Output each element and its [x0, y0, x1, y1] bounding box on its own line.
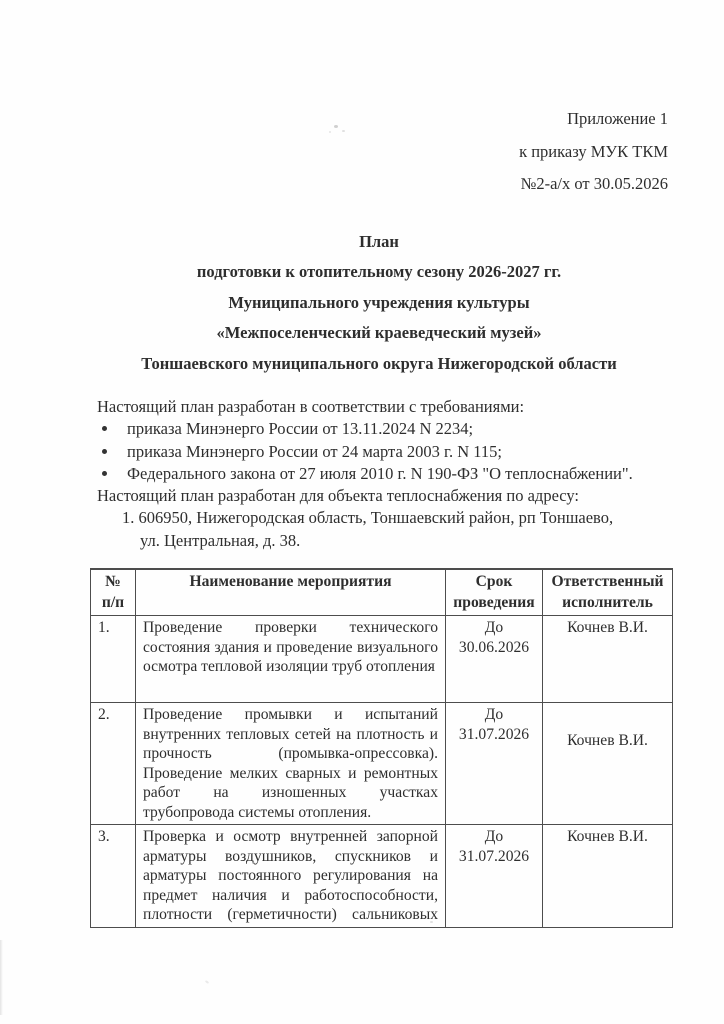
requirement-text: приказа Минэнерго России от 24 марта 2003 г. N 115; — [127, 441, 502, 461]
requirement-item — [97, 418, 666, 440]
requirement-item — [97, 463, 666, 485]
table-header-row — [91, 569, 673, 616]
bullet-icon — [102, 426, 107, 431]
row-responsible: Кочнев В.И. — [543, 616, 673, 703]
col-header-number: № п/п — [91, 569, 136, 616]
bullet-icon — [102, 471, 107, 476]
reference-line-number-date: №2-а/х от 30.05.2026 — [520, 174, 668, 193]
table-row — [91, 825, 673, 928]
bullet-icon — [102, 449, 107, 454]
row-term: До 31.07.2026 — [446, 825, 543, 928]
title-line-1: План — [359, 231, 399, 251]
requirement-item — [97, 441, 666, 463]
row-activity: Проверка и осмотр внутренней запорной арматуры воздушников, спускников и арматуры постоянного регулирования на предмет наличия и работоспособности, плотности (герметичности) сальниковых — [136, 825, 446, 928]
row-responsible: Кочнев В.И. — [543, 703, 673, 825]
col-header-activity: Наименование мероприятия — [136, 569, 446, 616]
scan-speck — [342, 130, 345, 132]
address-line-1: 1. 606950, Нижегородская область, Тоншаевский район, рп Тоншаево, — [122, 508, 614, 528]
scan-speck — [430, 921, 433, 923]
row-number: 3. — [91, 825, 136, 928]
table-row — [91, 616, 673, 703]
intro-paragraph — [97, 396, 666, 552]
reference-line-appendix: Приложение 1 — [567, 109, 668, 128]
title-line-3: Муниципального учреждения культуры — [228, 292, 530, 312]
title-line-4: «Межпоселенческий краеведческий музей» — [216, 323, 542, 342]
row-responsible: Кочнев В.И. — [543, 825, 673, 928]
title-line-2: подготовки к отопительному сезону 2026-2027 гг. — [196, 262, 562, 281]
row-activity: Проведение промывки и испытаний внутренних тепловых сетей на плотность и прочность (промывка-опрессовка). Проведение мелких сварных и ремонтных работ на изношенных участках трубопровода системы отопления. — [136, 703, 446, 825]
requirement-text: Федерального закона от 27 июля 2010 г. N 190-ФЗ "О теплоснабжении". — [127, 463, 633, 483]
table-row — [91, 703, 673, 825]
address-lead: Настоящий план разработан для объекта теплоснабжения по адресу: — [97, 486, 580, 506]
scan-speck — [334, 125, 338, 128]
row-term: До 31.07.2026 — [446, 703, 543, 825]
plan-table — [90, 568, 673, 928]
scan-speck — [329, 131, 331, 133]
row-number: 2. — [91, 703, 136, 825]
address-line-2: ул. Центральная, д. 38. — [140, 530, 301, 550]
row-activity: Проведение проверки технического состояния здания и проведение визуального осмотра тепловой изоляции труб отопления — [136, 616, 446, 703]
reference-line-order: к приказу МУК ТКМ — [519, 141, 668, 161]
intro-lead: Настоящий план разработан в соответствии с требованиями: — [97, 397, 525, 416]
document-title — [90, 227, 668, 380]
col-header-responsible: Ответственный исполнитель — [543, 569, 673, 616]
row-number: 1. — [91, 616, 136, 703]
scan-speck — [205, 980, 209, 984]
requirement-text: приказа Минэнерго России от 13.11.2024 N 2234; — [127, 419, 474, 439]
title-line-5: Тоншаевского муниципального округа Нижегородской области — [141, 353, 617, 373]
row-term: До 30.06.2026 — [446, 616, 543, 703]
col-header-term: Срок проведения — [446, 569, 543, 616]
reference-block — [0, 0, 724, 201]
scan-edge-shadow — [0, 940, 3, 1015]
